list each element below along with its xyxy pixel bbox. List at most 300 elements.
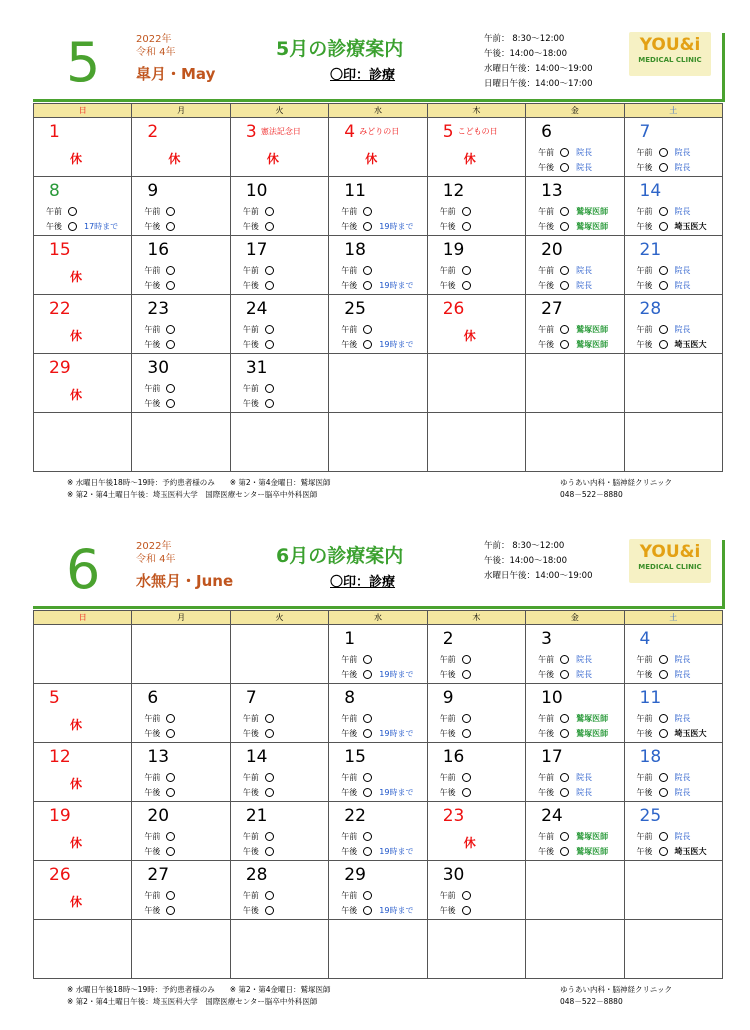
open-circle-icon xyxy=(560,163,569,172)
am-slot xyxy=(637,148,691,158)
am-slot xyxy=(243,266,281,276)
pm-slot xyxy=(538,847,608,857)
clinic-info xyxy=(560,477,672,501)
open-circle-icon xyxy=(265,906,274,915)
doctor-note: 院長 xyxy=(576,148,593,157)
doctor-note: 19時まで xyxy=(379,340,414,349)
open-circle-icon xyxy=(166,847,175,856)
open-circle-icon xyxy=(560,655,569,664)
open-circle-icon xyxy=(166,399,175,408)
doctor-note: 17時まで xyxy=(84,222,119,231)
pm-label: 午後 xyxy=(636,340,653,349)
closed-mark: 休 xyxy=(266,152,279,166)
month-number: 6 xyxy=(66,538,101,601)
month-name: 皐月・May xyxy=(136,65,216,83)
am-slot xyxy=(538,655,592,665)
closed-mark: 休 xyxy=(70,895,83,909)
am-slot xyxy=(144,325,182,335)
pm-label: 午後 xyxy=(439,788,456,797)
open-circle-icon xyxy=(363,655,372,664)
doctor-note: 19時まで xyxy=(379,906,414,915)
pm-label: 午後 xyxy=(538,729,555,738)
doctor-note: 院長 xyxy=(674,207,691,216)
day-number: 5 xyxy=(442,122,454,142)
week-row xyxy=(34,177,723,236)
doctor-note: 鷲塚医師 xyxy=(576,832,609,841)
weekday-header: 月 xyxy=(132,611,230,625)
am-label: 午前 xyxy=(636,148,653,157)
day-number: 29 xyxy=(344,865,366,885)
hours-line: 午前： 8:30～12:00 xyxy=(484,541,565,551)
day-cell xyxy=(329,177,427,236)
pm-label: 午後 xyxy=(144,847,161,856)
weekday-header: 月 xyxy=(132,104,230,118)
pm-slot xyxy=(144,399,182,409)
am-label: 午前 xyxy=(538,325,555,334)
doctor-note: 院長 xyxy=(576,281,593,290)
day-cell xyxy=(230,920,328,979)
open-circle-icon xyxy=(265,325,274,334)
pm-slot xyxy=(538,340,608,350)
open-circle-icon xyxy=(265,399,274,408)
day-cell xyxy=(34,118,132,177)
month-section xyxy=(0,507,750,1007)
open-circle-icon xyxy=(659,281,668,290)
doctor-note: 院長 xyxy=(576,788,593,797)
pm-slot xyxy=(144,906,182,916)
am-slot xyxy=(144,714,182,724)
am-slot xyxy=(440,714,478,724)
am-slot xyxy=(637,655,691,665)
pm-slot xyxy=(341,788,413,798)
weekday-header: 土 xyxy=(624,104,722,118)
pm-label: 午後 xyxy=(144,906,161,915)
doctor-note: 鷲塚医師 xyxy=(576,325,609,334)
am-slot xyxy=(637,325,691,335)
day-cell xyxy=(427,177,525,236)
open-circle-icon xyxy=(560,788,569,797)
day-cell xyxy=(230,413,328,472)
pm-label: 午後 xyxy=(242,222,259,231)
pm-slot xyxy=(341,281,413,291)
open-circle-icon xyxy=(659,266,668,275)
day-cell xyxy=(132,236,230,295)
footnote: ※ 水曜日午後18時～19時：予約患者様のみ ※ 第2・第4金曜日：鷲塚医師 xyxy=(67,985,331,994)
clinic-logo xyxy=(629,32,711,76)
doctor-note: 院長 xyxy=(576,266,593,275)
day-cell xyxy=(526,743,624,802)
pm-label: 午後 xyxy=(636,847,653,856)
am-label: 午前 xyxy=(341,832,358,841)
pm-label: 午後 xyxy=(341,906,358,915)
open-circle-icon xyxy=(659,340,668,349)
open-circle-icon xyxy=(560,729,569,738)
am-slot xyxy=(243,384,281,394)
doctor-note: 19時まで xyxy=(379,281,414,290)
am-slot xyxy=(538,773,592,783)
pm-slot xyxy=(144,788,182,798)
day-number: 25 xyxy=(344,299,366,319)
open-circle-icon xyxy=(68,222,77,231)
day-cell xyxy=(624,861,722,920)
doctor-note: 院長 xyxy=(674,325,691,334)
pm-slot xyxy=(440,788,478,798)
open-circle-icon xyxy=(166,714,175,723)
day-cell xyxy=(624,413,722,472)
day-cell xyxy=(427,920,525,979)
logo-subtext: MEDICAL CLINIC xyxy=(638,563,702,571)
footnote: ※ 水曜日午後18時～19時：予約患者様のみ ※ 第2・第4金曜日：鷲塚医師 xyxy=(67,478,331,487)
day-cell xyxy=(34,861,132,920)
open-circle-icon xyxy=(560,714,569,723)
open-circle-icon xyxy=(166,222,175,231)
day-number: 24 xyxy=(245,299,268,319)
open-circle-icon xyxy=(68,207,77,216)
month-number: 5 xyxy=(66,31,101,94)
open-circle-icon xyxy=(363,906,372,915)
day-number: 1 xyxy=(344,629,356,649)
open-circle-icon xyxy=(659,670,668,679)
pm-slot xyxy=(341,340,413,350)
hours-line: 水曜日午後：14:00～19:00 xyxy=(484,64,593,74)
pm-label: 午後 xyxy=(439,906,456,915)
day-cell xyxy=(132,625,230,684)
pm-slot xyxy=(243,222,281,232)
day-number: 20 xyxy=(147,806,170,826)
doctor-note: 19時まで xyxy=(379,729,414,738)
hours-block xyxy=(484,539,593,584)
month-section xyxy=(0,0,750,500)
pm-slot xyxy=(538,222,608,232)
legend-subtitle: 〇印：診療 xyxy=(330,575,396,590)
pm-slot xyxy=(144,729,182,739)
day-cell xyxy=(34,177,132,236)
am-slot xyxy=(538,714,608,724)
footnote: ※ 第2・第4土曜日午後：埼玉医科大学 国際医療センター脳卒中外科医師 xyxy=(67,997,318,1006)
open-circle-icon xyxy=(560,266,569,275)
am-label: 午前 xyxy=(341,266,358,275)
day-cell xyxy=(230,861,328,920)
open-circle-icon xyxy=(363,325,372,334)
am-slot xyxy=(46,207,84,217)
am-label: 午前 xyxy=(341,714,358,723)
pm-label: 午後 xyxy=(242,847,259,856)
day-number: 24 xyxy=(541,806,563,826)
weekday-row xyxy=(34,611,723,625)
pm-slot xyxy=(538,788,592,798)
day-cell xyxy=(624,236,722,295)
open-circle-icon xyxy=(363,891,372,900)
day-cell xyxy=(34,354,132,413)
open-circle-icon xyxy=(166,266,175,275)
era-label: 令和 4年 xyxy=(136,554,176,565)
week-row xyxy=(34,118,723,177)
am-slot xyxy=(341,207,379,217)
day-number: 19 xyxy=(442,240,465,260)
week-row xyxy=(34,295,723,354)
open-circle-icon xyxy=(560,207,569,216)
day-cell xyxy=(526,177,624,236)
open-circle-icon xyxy=(265,891,274,900)
day-cell xyxy=(329,861,427,920)
open-circle-icon xyxy=(462,207,471,216)
day-cell xyxy=(329,920,427,979)
am-label: 午前 xyxy=(341,773,358,782)
day-cell xyxy=(624,920,722,979)
day-number: 5 xyxy=(49,688,60,708)
open-circle-icon xyxy=(363,832,372,841)
pm-label: 午後 xyxy=(341,340,358,349)
day-number: 1 xyxy=(49,122,60,142)
am-label: 午前 xyxy=(538,832,555,841)
pm-label: 午後 xyxy=(636,281,653,290)
logo-text: YOU&i xyxy=(639,542,701,562)
doctor-note: 鷲塚医師 xyxy=(576,847,609,856)
open-circle-icon xyxy=(560,148,569,157)
weekday-header: 火 xyxy=(230,611,328,625)
pm-slot xyxy=(637,847,707,857)
year-block xyxy=(136,540,176,566)
day-number: 9 xyxy=(147,181,159,201)
day-number: 6 xyxy=(147,688,159,708)
doctor-note: 院長 xyxy=(674,832,691,841)
pm-slot xyxy=(341,729,413,739)
calendar-title: 6月の診療案内 xyxy=(276,545,404,567)
open-circle-icon xyxy=(462,670,471,679)
open-circle-icon xyxy=(166,384,175,393)
pm-slot xyxy=(144,340,182,350)
day-cell xyxy=(132,177,230,236)
day-cell xyxy=(132,861,230,920)
day-cell xyxy=(34,413,132,472)
closed-mark: 休 xyxy=(70,270,83,284)
doctor-note: 鷲塚医師 xyxy=(576,222,609,231)
day-cell xyxy=(526,861,624,920)
open-circle-icon xyxy=(462,906,471,915)
open-circle-icon xyxy=(265,384,274,393)
day-cell xyxy=(427,684,525,743)
open-circle-icon xyxy=(659,222,668,231)
open-circle-icon xyxy=(363,281,372,290)
pm-slot xyxy=(243,788,281,798)
open-circle-icon xyxy=(462,281,471,290)
am-label: 午前 xyxy=(636,714,653,723)
week-row xyxy=(34,354,723,413)
day-number: 17 xyxy=(245,240,268,260)
open-circle-icon xyxy=(560,222,569,231)
doctor-note: 埼玉医大 xyxy=(674,222,707,231)
open-circle-icon xyxy=(462,891,471,900)
open-circle-icon xyxy=(265,773,274,782)
day-cell xyxy=(230,118,328,177)
open-circle-icon xyxy=(659,714,668,723)
day-cell xyxy=(329,118,427,177)
day-number: 26 xyxy=(442,299,465,319)
open-circle-icon xyxy=(659,788,668,797)
closed-mark: 休 xyxy=(365,152,378,166)
am-label: 午前 xyxy=(242,266,259,275)
day-number: 18 xyxy=(344,240,366,260)
day-cell xyxy=(624,743,722,802)
day-cell xyxy=(230,295,328,354)
day-number: 7 xyxy=(245,688,257,708)
am-slot xyxy=(243,832,281,842)
week-row xyxy=(34,920,723,979)
am-label: 午前 xyxy=(636,266,653,275)
am-slot xyxy=(144,773,182,783)
open-circle-icon xyxy=(265,832,274,841)
doctor-note: 院長 xyxy=(576,670,593,679)
day-number: 27 xyxy=(147,865,170,885)
era-label: 令和 4年 xyxy=(136,47,176,58)
day-cell xyxy=(526,625,624,684)
am-label: 午前 xyxy=(242,891,259,900)
am-label: 午前 xyxy=(636,655,653,664)
am-slot xyxy=(144,266,182,276)
day-cell xyxy=(526,920,624,979)
pm-slot xyxy=(440,281,478,291)
closed-mark: 休 xyxy=(70,718,83,732)
weekday-header: 金 xyxy=(526,104,624,118)
pm-label: 午後 xyxy=(636,670,653,679)
open-circle-icon xyxy=(462,788,471,797)
pm-label: 午後 xyxy=(636,788,653,797)
day-number: 11 xyxy=(344,181,366,201)
day-cell xyxy=(427,625,525,684)
am-label: 午前 xyxy=(439,266,456,275)
pm-label: 午後 xyxy=(242,340,259,349)
am-label: 午前 xyxy=(144,773,161,782)
open-circle-icon xyxy=(363,773,372,782)
day-number: 10 xyxy=(541,688,563,708)
open-circle-icon xyxy=(363,207,372,216)
pm-slot xyxy=(440,729,478,739)
day-number: 19 xyxy=(49,806,71,826)
open-circle-icon xyxy=(560,773,569,782)
week-row xyxy=(34,625,723,684)
hours-line: 午前： 8:30～12:00 xyxy=(484,34,565,44)
day-cell xyxy=(230,236,328,295)
day-number: 16 xyxy=(147,240,170,260)
am-slot xyxy=(440,655,478,665)
doctor-note: 19時まで xyxy=(379,847,414,856)
pm-label: 午後 xyxy=(636,163,653,172)
pm-slot xyxy=(243,906,281,916)
am-label: 午前 xyxy=(538,714,555,723)
pm-slot xyxy=(637,222,707,232)
day-cell xyxy=(34,743,132,802)
day-number: 15 xyxy=(49,240,71,260)
pm-label: 午後 xyxy=(144,340,161,349)
am-label: 午前 xyxy=(144,266,161,275)
am-slot xyxy=(144,832,182,842)
pm-label: 午後 xyxy=(242,281,259,290)
pm-label: 午後 xyxy=(439,670,456,679)
open-circle-icon xyxy=(560,281,569,290)
clinic-name: ゆうあい内科・脳神経クリニック xyxy=(560,478,673,487)
open-circle-icon xyxy=(659,148,668,157)
open-circle-icon xyxy=(265,281,274,290)
weekday-header: 水 xyxy=(329,611,427,625)
am-label: 午前 xyxy=(144,891,161,900)
am-slot xyxy=(341,773,379,783)
am-slot xyxy=(637,714,691,724)
pm-slot xyxy=(637,670,691,680)
am-slot xyxy=(341,714,379,724)
day-cell xyxy=(624,625,722,684)
week-row xyxy=(34,236,723,295)
pm-label: 午後 xyxy=(341,670,358,679)
closed-mark: 休 xyxy=(70,152,83,166)
am-slot xyxy=(243,773,281,783)
closed-mark: 休 xyxy=(70,388,83,402)
logo-text: YOU&i xyxy=(639,35,701,55)
doctor-note: 19時まで xyxy=(379,670,414,679)
clinic-info xyxy=(560,984,672,1008)
am-label: 午前 xyxy=(439,207,456,216)
week-row xyxy=(34,802,723,861)
open-circle-icon xyxy=(363,729,372,738)
open-circle-icon xyxy=(265,266,274,275)
weekday-header: 木 xyxy=(427,104,525,118)
day-cell xyxy=(526,118,624,177)
pm-label: 午後 xyxy=(636,222,653,231)
am-slot xyxy=(637,773,691,783)
day-cell xyxy=(624,118,722,177)
day-number: 3 xyxy=(541,629,552,649)
day-number: 4 xyxy=(344,122,356,142)
am-slot xyxy=(637,266,691,276)
day-cell xyxy=(427,743,525,802)
day-cell xyxy=(329,625,427,684)
pm-label: 午後 xyxy=(538,281,555,290)
pm-label: 午後 xyxy=(144,788,161,797)
open-circle-icon xyxy=(560,325,569,334)
day-number: 21 xyxy=(639,240,662,260)
pm-label: 午後 xyxy=(538,847,555,856)
am-label: 午前 xyxy=(242,384,259,393)
open-circle-icon xyxy=(659,207,668,216)
week-row xyxy=(34,684,723,743)
calendar-title: 5月の診療案内 xyxy=(276,38,404,60)
clinic-phone: 048－522－8880 xyxy=(560,997,623,1006)
holiday-name: こどもの日 xyxy=(457,127,498,136)
day-cell xyxy=(526,236,624,295)
am-label: 午前 xyxy=(538,148,555,157)
am-label: 午前 xyxy=(144,832,161,841)
day-number: 9 xyxy=(442,688,454,708)
open-circle-icon xyxy=(166,906,175,915)
open-circle-icon xyxy=(363,714,372,723)
doctor-note: 院長 xyxy=(674,163,691,172)
day-number: 12 xyxy=(442,181,465,201)
am-label: 午前 xyxy=(636,207,653,216)
pm-label: 午後 xyxy=(439,281,456,290)
day-cell xyxy=(132,118,230,177)
day-number: 2 xyxy=(147,122,159,142)
day-number: 8 xyxy=(49,181,60,201)
day-cell xyxy=(427,861,525,920)
am-slot xyxy=(144,891,182,901)
day-cell xyxy=(526,413,624,472)
weekday-header: 日 xyxy=(34,104,132,118)
day-cell xyxy=(624,802,722,861)
am-label: 午前 xyxy=(144,207,161,216)
day-cell xyxy=(329,802,427,861)
open-circle-icon xyxy=(166,281,175,290)
day-cell xyxy=(230,625,328,684)
pm-label: 午後 xyxy=(538,670,555,679)
